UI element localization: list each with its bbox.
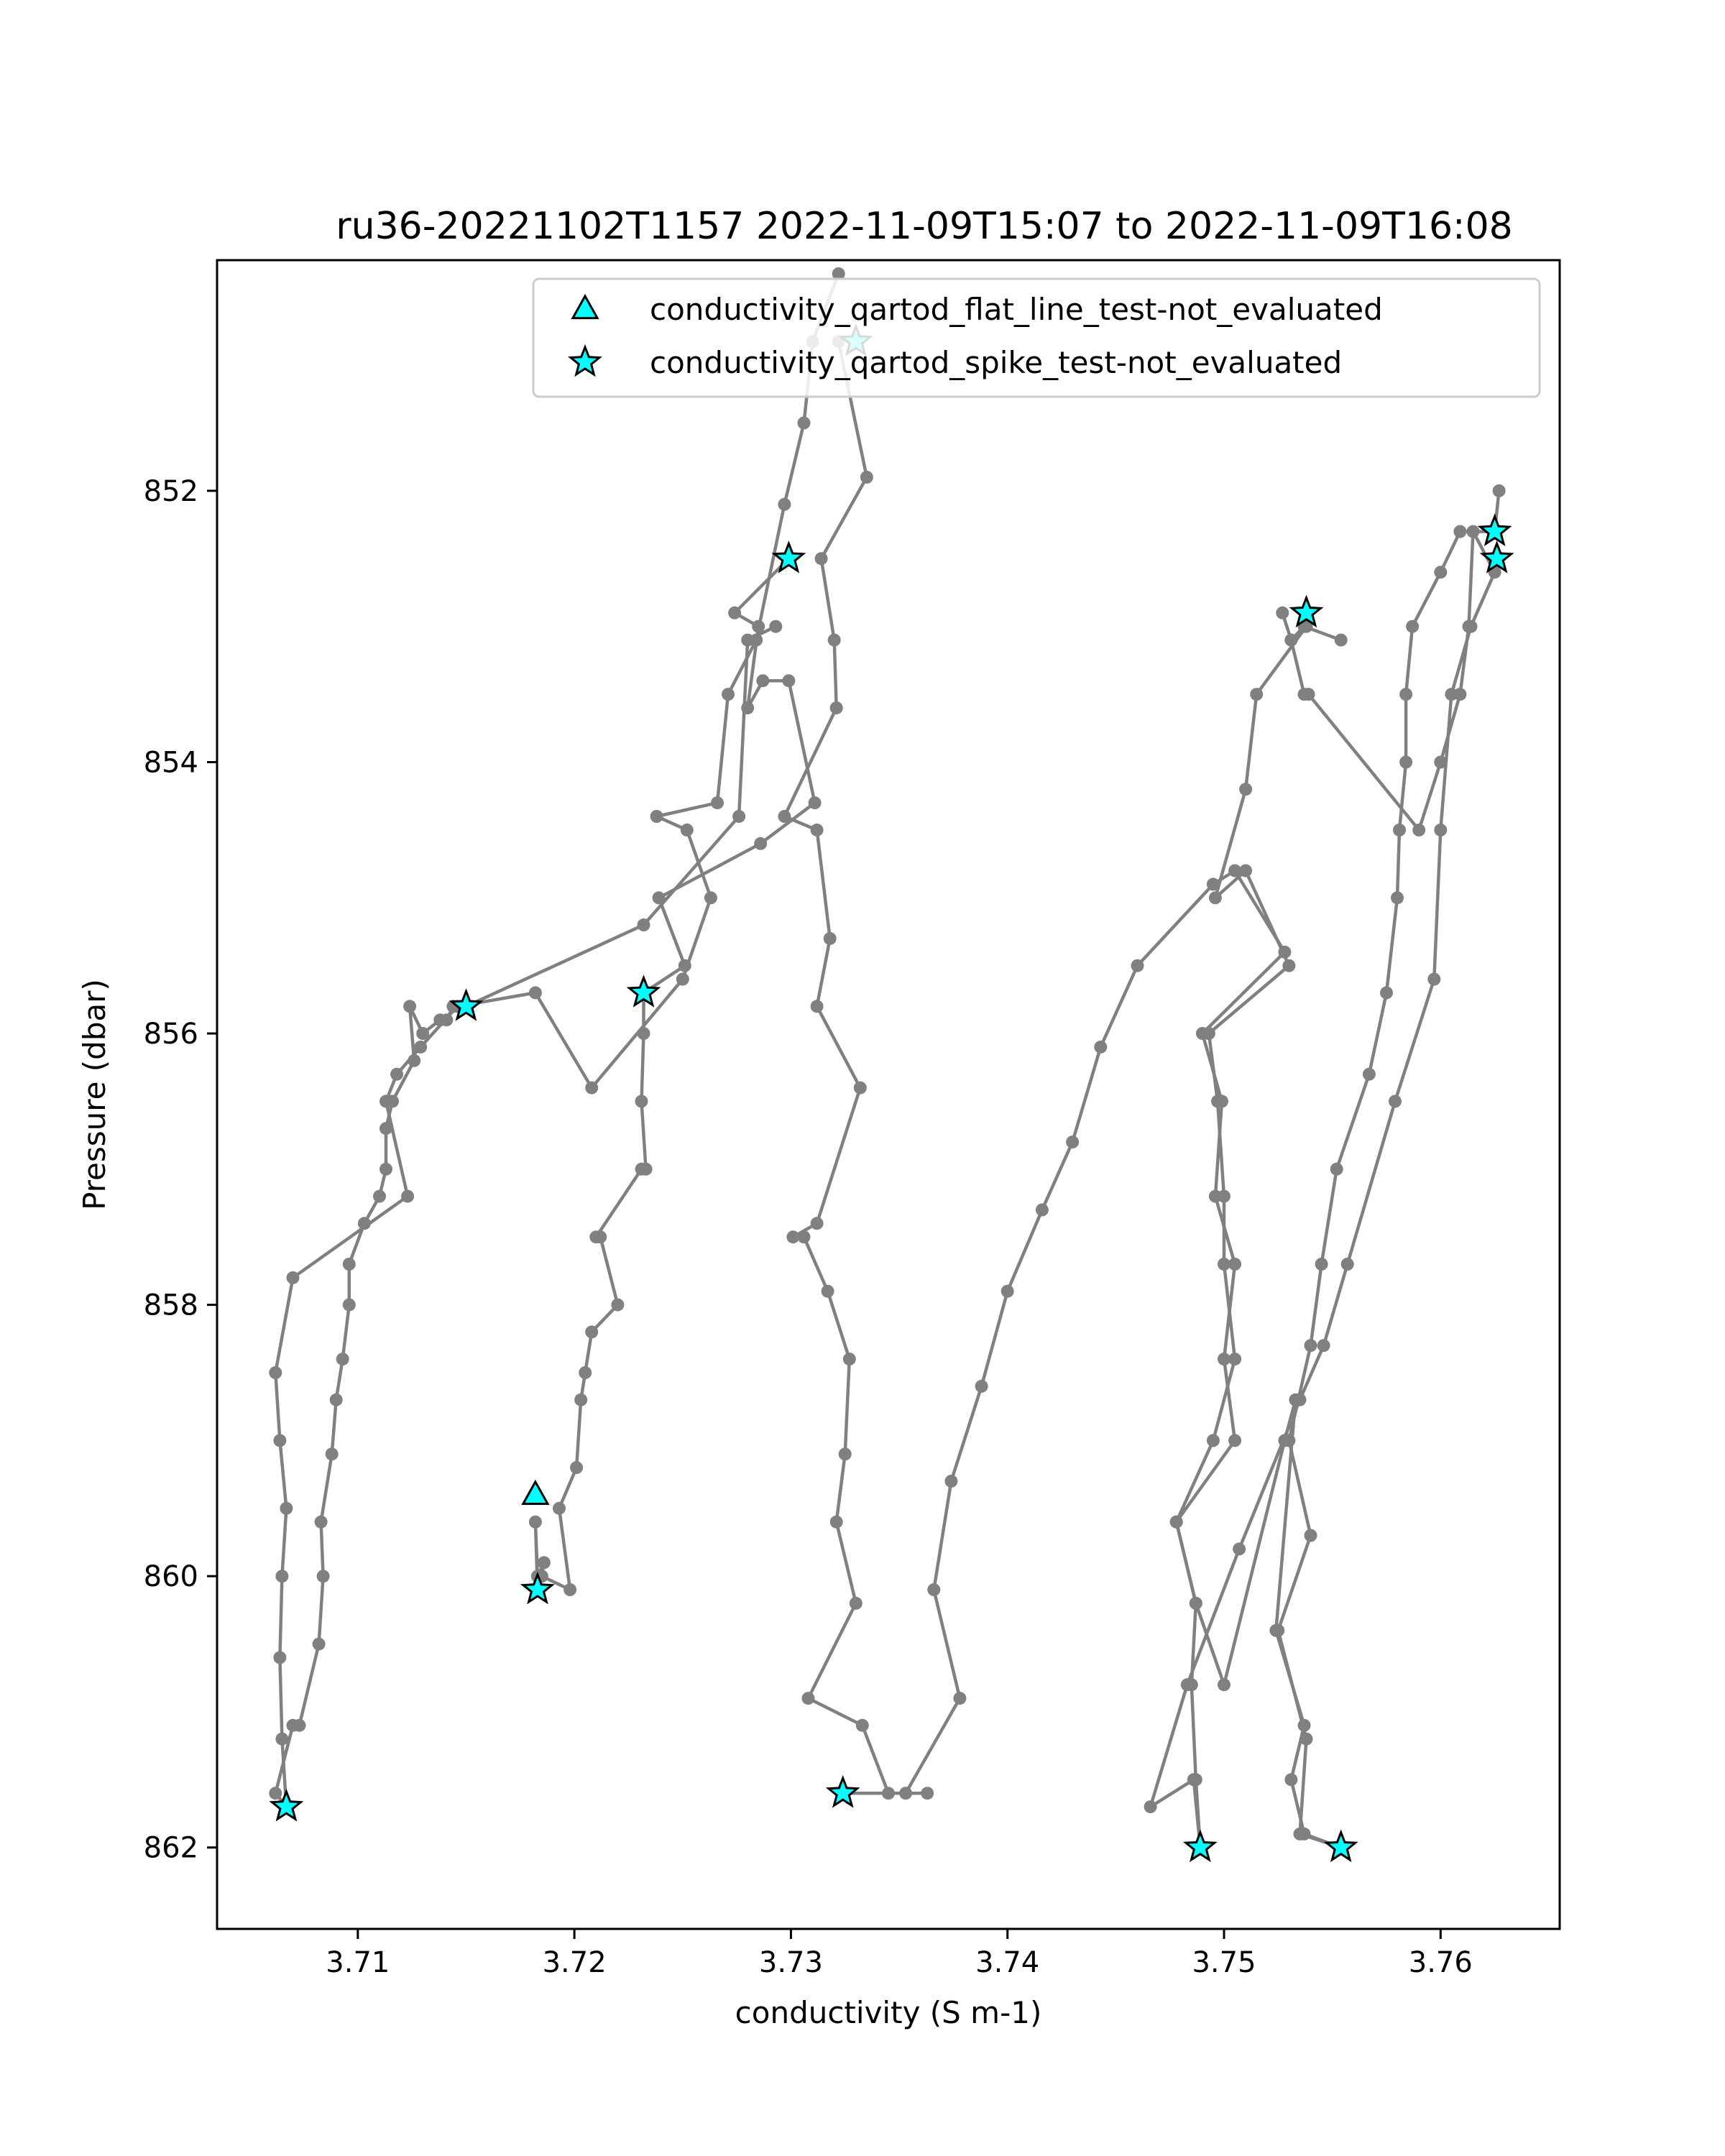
spike-marker (829, 1778, 857, 1805)
data-point (830, 1516, 843, 1529)
y-tick-label: 858 (143, 1289, 198, 1322)
x-axis-label: conductivity (S m-1) (735, 1995, 1042, 2030)
data-point (1278, 946, 1291, 959)
data-point (850, 1597, 862, 1610)
plot-frame (217, 260, 1560, 1929)
data-point (380, 1095, 392, 1107)
data-point (754, 837, 767, 850)
spike-marker (1327, 1833, 1356, 1860)
data-point (1315, 1258, 1328, 1271)
data-point (839, 1447, 852, 1460)
data-point (1434, 824, 1447, 837)
data-point (1380, 986, 1393, 999)
data-point (882, 1787, 895, 1800)
legend-label: conductivity_qartod_spike_test-not_evaluated (650, 345, 1343, 380)
data-point (1250, 688, 1263, 701)
series-line-3 (535, 1169, 642, 1590)
y-axis (144, 475, 217, 1865)
data-point (1493, 484, 1506, 497)
data-point (811, 1000, 824, 1013)
data-point (1239, 865, 1252, 877)
y-tick-label: 852 (143, 474, 198, 508)
data-point (1239, 783, 1252, 796)
spike-marker (1481, 517, 1509, 544)
data-point (638, 1027, 650, 1040)
series-line-7 (1151, 532, 1495, 1848)
data-point (1131, 959, 1144, 972)
data-point (585, 1082, 598, 1095)
data-point (1284, 1773, 1297, 1786)
legend-label: conductivity_qartod_flat_line_test-not_evaluated (650, 292, 1383, 327)
data-point (380, 1163, 392, 1176)
data-point (1282, 1434, 1295, 1447)
data-point (440, 1013, 453, 1026)
data-point (798, 1230, 811, 1243)
data-point (330, 1393, 343, 1406)
data-point (778, 498, 791, 511)
data-point (1467, 525, 1480, 538)
data-point (275, 1733, 288, 1746)
data-point (1218, 1678, 1230, 1691)
y-tick-label: 860 (143, 1560, 198, 1594)
data-point (538, 1556, 551, 1569)
data-point (293, 1719, 306, 1732)
data-point (1427, 973, 1440, 986)
data-point (1391, 891, 1404, 904)
data-point (732, 810, 745, 823)
series-line-2 (642, 558, 815, 1169)
data-point (414, 1041, 427, 1054)
data-point (343, 1299, 356, 1312)
x-tick-label: 3.71 (326, 1946, 390, 1979)
flat-line-marker (523, 1482, 548, 1504)
data-point (313, 1638, 326, 1651)
data-point (752, 620, 765, 633)
data-point (326, 1447, 339, 1460)
data-point (802, 1692, 815, 1705)
data-point (782, 674, 795, 687)
series-lines (275, 274, 1499, 1848)
data-point (574, 1393, 587, 1406)
data-point (1298, 688, 1311, 701)
data-point (1207, 1434, 1220, 1447)
data-point (1389, 1095, 1402, 1107)
data-point (856, 1719, 869, 1732)
data-point (1228, 1353, 1241, 1365)
data-point (269, 1366, 282, 1379)
qc-markers (272, 326, 1511, 1859)
data-point (830, 701, 843, 714)
data-point (315, 1516, 328, 1529)
data-point (611, 1299, 624, 1312)
data-point (1412, 824, 1425, 837)
data-point (594, 1230, 607, 1243)
data-point (1190, 1597, 1202, 1610)
data-point (1341, 1258, 1354, 1271)
data-point (1207, 877, 1220, 890)
data-point (860, 471, 873, 484)
data-point (822, 1285, 834, 1298)
data-point (1399, 756, 1412, 769)
x-tick-label: 3.75 (1192, 1946, 1256, 1979)
data-point (638, 918, 650, 931)
x-tick-label: 3.73 (758, 1946, 823, 1979)
data-point (1363, 1068, 1376, 1081)
data-point (287, 1271, 300, 1284)
data-point (704, 891, 717, 904)
data-point (975, 1380, 988, 1393)
data-point (1066, 1135, 1079, 1148)
data-point (635, 1163, 648, 1176)
data-point (1218, 1190, 1230, 1203)
data-point (1170, 1516, 1183, 1529)
data-point (711, 796, 724, 809)
data-point (1218, 1258, 1230, 1271)
y-tick-label: 854 (143, 746, 198, 780)
data-point (681, 824, 694, 837)
data-point (1282, 959, 1295, 972)
data-point (1233, 1542, 1246, 1555)
data-point (401, 1190, 414, 1203)
data-point (585, 1325, 598, 1338)
data-point (1094, 1041, 1107, 1054)
spike-marker (452, 991, 481, 1018)
y-tick-label: 856 (143, 1018, 198, 1051)
series-line-1 (275, 627, 776, 1807)
data-point (1463, 620, 1476, 633)
x-axis (326, 1929, 1473, 1979)
series-line-5 (784, 341, 927, 1793)
data-point (811, 1217, 824, 1230)
y-tick-label: 862 (143, 1831, 198, 1865)
data-point (1453, 525, 1466, 538)
data-point (1434, 756, 1447, 769)
data-point (408, 1054, 420, 1067)
series-points (269, 267, 1505, 1854)
data-point (416, 1027, 429, 1040)
y-axis-label: Pressure (dbar) (77, 979, 112, 1210)
x-tick-label: 3.72 (542, 1946, 607, 1979)
data-point (1228, 1434, 1241, 1447)
data-point (1271, 1624, 1284, 1637)
data-point (828, 634, 841, 647)
data-point (273, 1434, 286, 1447)
data-point (728, 607, 741, 619)
data-point (899, 1787, 912, 1800)
data-point (1187, 1773, 1200, 1786)
data-point (273, 1651, 286, 1664)
data-point (275, 1570, 288, 1583)
data-point (390, 1068, 403, 1081)
data-point (678, 959, 691, 972)
data-point (358, 1217, 371, 1230)
x-tick-label: 3.76 (1408, 1946, 1473, 1979)
data-point (1300, 1733, 1313, 1746)
spike-marker (1186, 1833, 1215, 1860)
data-point (1317, 1339, 1330, 1352)
x-tick-label: 3.74 (975, 1946, 1040, 1979)
data-point (798, 417, 811, 430)
data-point (1330, 1163, 1343, 1176)
data-point (1211, 1095, 1224, 1107)
data-point (1298, 1719, 1311, 1732)
data-point (1181, 1678, 1194, 1691)
data-point (1434, 566, 1447, 579)
data-point (553, 1502, 566, 1515)
data-point (722, 688, 735, 701)
chart-title: ru36-20221102T1157 2022-11-09T15:07 to 2022-11-09T16:08 (336, 205, 1513, 248)
data-point (1294, 1828, 1307, 1841)
data-point (769, 620, 782, 633)
data-point (741, 701, 754, 714)
data-point (1393, 824, 1406, 837)
data-point (373, 1190, 386, 1203)
data-point (824, 932, 837, 945)
data-point (778, 810, 791, 823)
data-point (854, 1082, 867, 1095)
data-point (1284, 634, 1297, 647)
data-point (1209, 891, 1222, 904)
data-point (1289, 1393, 1302, 1406)
data-point (403, 1000, 416, 1013)
data-point (1453, 688, 1466, 701)
data-point (1305, 1339, 1317, 1352)
data-point (811, 824, 824, 837)
data-point (756, 674, 769, 687)
legend (533, 279, 1540, 397)
series-line-8 (1177, 627, 1341, 1848)
data-point (635, 1095, 648, 1107)
data-point (1276, 607, 1289, 619)
data-point (1406, 620, 1419, 633)
data-point (927, 1583, 940, 1596)
data-point (564, 1583, 576, 1596)
data-point (529, 1516, 542, 1529)
data-point (1305, 1529, 1317, 1542)
data-point (650, 810, 663, 823)
data-point (336, 1353, 349, 1365)
data-point (1399, 688, 1412, 701)
data-point (944, 1475, 957, 1488)
data-point (1335, 634, 1348, 647)
data-point (529, 986, 542, 999)
data-point (1036, 1204, 1049, 1217)
data-point (843, 1353, 856, 1365)
data-point (809, 796, 822, 809)
data-point (953, 1692, 966, 1705)
data-point (815, 552, 828, 565)
data-point (676, 973, 689, 986)
data-point (280, 1502, 293, 1515)
data-point (343, 1258, 356, 1271)
data-point (579, 1366, 592, 1379)
data-point (1001, 1285, 1014, 1298)
data-point (570, 1461, 583, 1474)
series-line-4 (275, 274, 838, 1807)
data-point (380, 1122, 392, 1135)
data-point (317, 1570, 330, 1583)
data-point (1202, 1027, 1215, 1040)
data-point (269, 1787, 282, 1800)
data-point (750, 634, 763, 647)
data-point (653, 891, 666, 904)
data-point (921, 1787, 934, 1800)
data-point (1144, 1800, 1157, 1813)
